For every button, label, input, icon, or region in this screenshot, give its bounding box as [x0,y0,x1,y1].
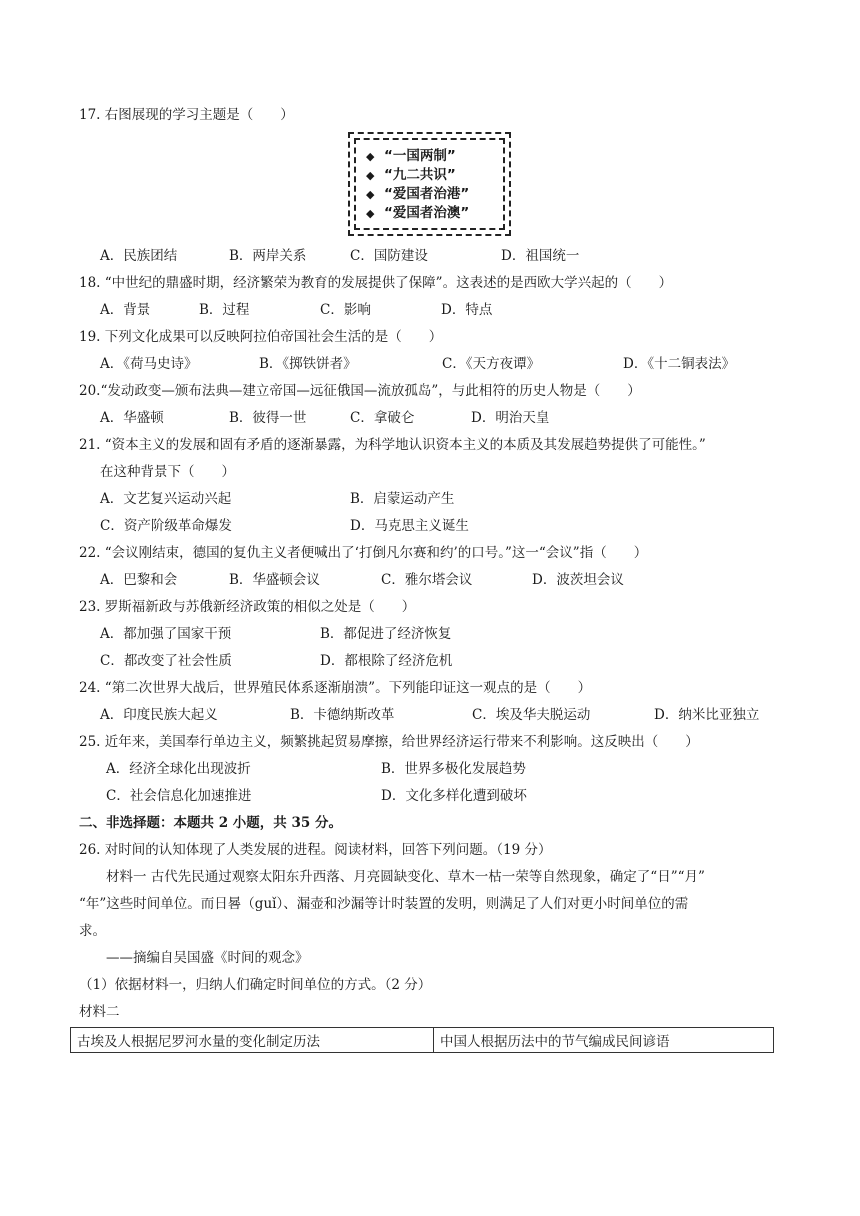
diamond-bullet-icon: ◆ [366,188,375,201]
q26-material1-line-1: 材料一 古代先民通过观察太阳东升西落、月亮圆缺变化、草木一枯一荣等自然现象，确定了“日”“月” [106,869,705,885]
q24-option-a: A．印度民族大起义 [100,707,218,723]
q17-stem: 17. 右图展现的学习主题是（ ） [79,107,294,123]
q21-option-c: C．资产阶级革命爆发 [100,518,232,534]
q20-option-c: C．拿破仑 [350,410,415,426]
section-2-heading: 二、非选择题：本题共 2 小题，共 35 分。 [79,815,342,831]
q21-stem-line-1: 21. “资本主义的发展和固有矛盾的逐渐暴露，为科学地认识资本主义的本质及其发展趋势提供了可能性。” [79,437,706,453]
q24-option-d: D．纳米比亚独立 [654,707,760,723]
q23-stem: 23. 罗斯福新政与苏俄新经济政策的相似之处是（ ） [79,599,416,615]
q18-stem: 18. “中世纪的鼎盛时期，经济繁荣为教育的发展提供了保障”。这表述的是西欧大学兴起的（ ） [79,275,673,291]
q19-option-c: C．《天方夜谭》 [442,356,541,372]
table-cell: 中国人根据历法中的节气编成民间谚语 [434,1028,774,1053]
q22-option-d: D．波茨坦会议 [532,572,624,588]
q17-option-c: C．国防建设 [350,248,428,264]
q26-source: ——摘编自吴国盛《时间的观念》 [106,950,309,966]
q21-option-b: B．启蒙运动产生 [350,491,455,507]
q17-option-b: B．两岸关系 [229,248,307,264]
q26-material1-line-2: “年”这些时间单位。而日晷（guǐ）、漏壶和沙漏等计时装置的发明，则满足了人们对更小时间单位的需 [79,896,689,912]
q25-option-b: B．世界多极化发展趋势 [381,761,526,777]
q26-material2-label: 材料二 [79,1004,120,1020]
q22-stem: 22. “会议刚结束，德国的复仇主义者便喊出了‘打倒凡尔赛和约’的口号。”这一“会议”指（ ） [79,545,648,561]
q22-option-a: A．巴黎和会 [100,572,178,588]
q25-stem: 25. 近年来，美国奉行单边主义，频繁挑起贸易摩擦，给世界经济运行带来不利影响。这反映出（ ） [79,734,699,750]
q20-option-a: A．华盛顿 [100,410,164,426]
q22-option-b: B．华盛顿会议 [229,572,320,588]
q17-box-item-3: ◆ “爱国者治港” [366,186,470,202]
q20-option-d: D．明治天皇 [471,410,550,426]
q18-option-d: D．特点 [441,302,493,318]
q19-option-a: A．《荷马史诗》 [100,356,198,372]
q18-option-a: A．背景 [100,302,151,318]
q23-option-a: A．都加强了国家干预 [100,626,232,642]
q25-option-c: C．社会信息化加速推进 [106,788,252,804]
q26-sub-question-1: （1）依据材料一，归纳人们确定时间单位的方式。（2 分） [79,977,432,993]
q19-option-b: B．《掷铁饼者》 [259,356,357,372]
q23-option-b: B．都促进了经济恢复 [320,626,452,642]
q24-stem: 24. “第二次世界大战后，世界殖民体系逐渐崩溃”。下列能印证这一观点的是（ ） [79,680,592,696]
q21-stem-line-2: 在这种背景下（ ） [100,464,235,480]
q18-option-b: B．过程 [199,302,250,318]
q25-option-a: A．经济全球化出现波折 [106,761,251,777]
q24-option-c: C．埃及华夫脱运动 [472,707,591,723]
q17-box-item-2: ◆ “九二共识” [366,167,456,183]
q19-stem: 19. 下列文化成果可以反映阿拉伯帝国社会生活的是（ ） [79,329,443,345]
q21-option-a: A．文艺复兴运动兴起 [100,491,232,507]
q22-option-c: C．雅尔塔会议 [381,572,473,588]
table-row [71,1028,774,1053]
q17-box-item-1: ◆ “一国两制” [366,148,456,164]
table-cell: 古埃及人根据尼罗河水量的变化制定历法 [71,1028,434,1053]
q23-option-c: C．都改变了社会性质 [100,653,232,669]
q17-box-item-4: ◆ “爱国者治澳” [366,205,470,221]
q17-option-d: D．祖国统一 [501,248,580,264]
q26-material1-line-3: 求。 [79,923,106,939]
q17-figure-box [348,132,511,236]
diamond-bullet-icon: ◆ [366,150,375,163]
q18-option-c: C．影响 [320,302,371,318]
q25-option-d: D．文化多样化遭到破坏 [381,788,527,804]
q20-option-b: B．彼得一世 [229,410,307,426]
q23-option-d: D．都根除了经济危机 [320,653,453,669]
q20-stem: 20.“发动政变—颁布法典—建立帝国—远征俄国—流放孤岛”，与此相符的历史人物是（ ） [79,383,641,399]
q24-option-b: B．卡德纳斯改革 [290,707,395,723]
q19-option-d: D．《十二铜表法》 [623,356,736,372]
material2-table [70,1027,774,1053]
q17-option-a: A．民族团结 [100,248,178,264]
q26-stem: 26. 对时间的认知体现了人类发展的进程。阅读材料，回答下列问题。（19 分） [79,842,552,858]
diamond-bullet-icon: ◆ [366,207,375,220]
diamond-bullet-icon: ◆ [366,169,375,182]
q21-option-d: D．马克思主义诞生 [350,518,469,534]
